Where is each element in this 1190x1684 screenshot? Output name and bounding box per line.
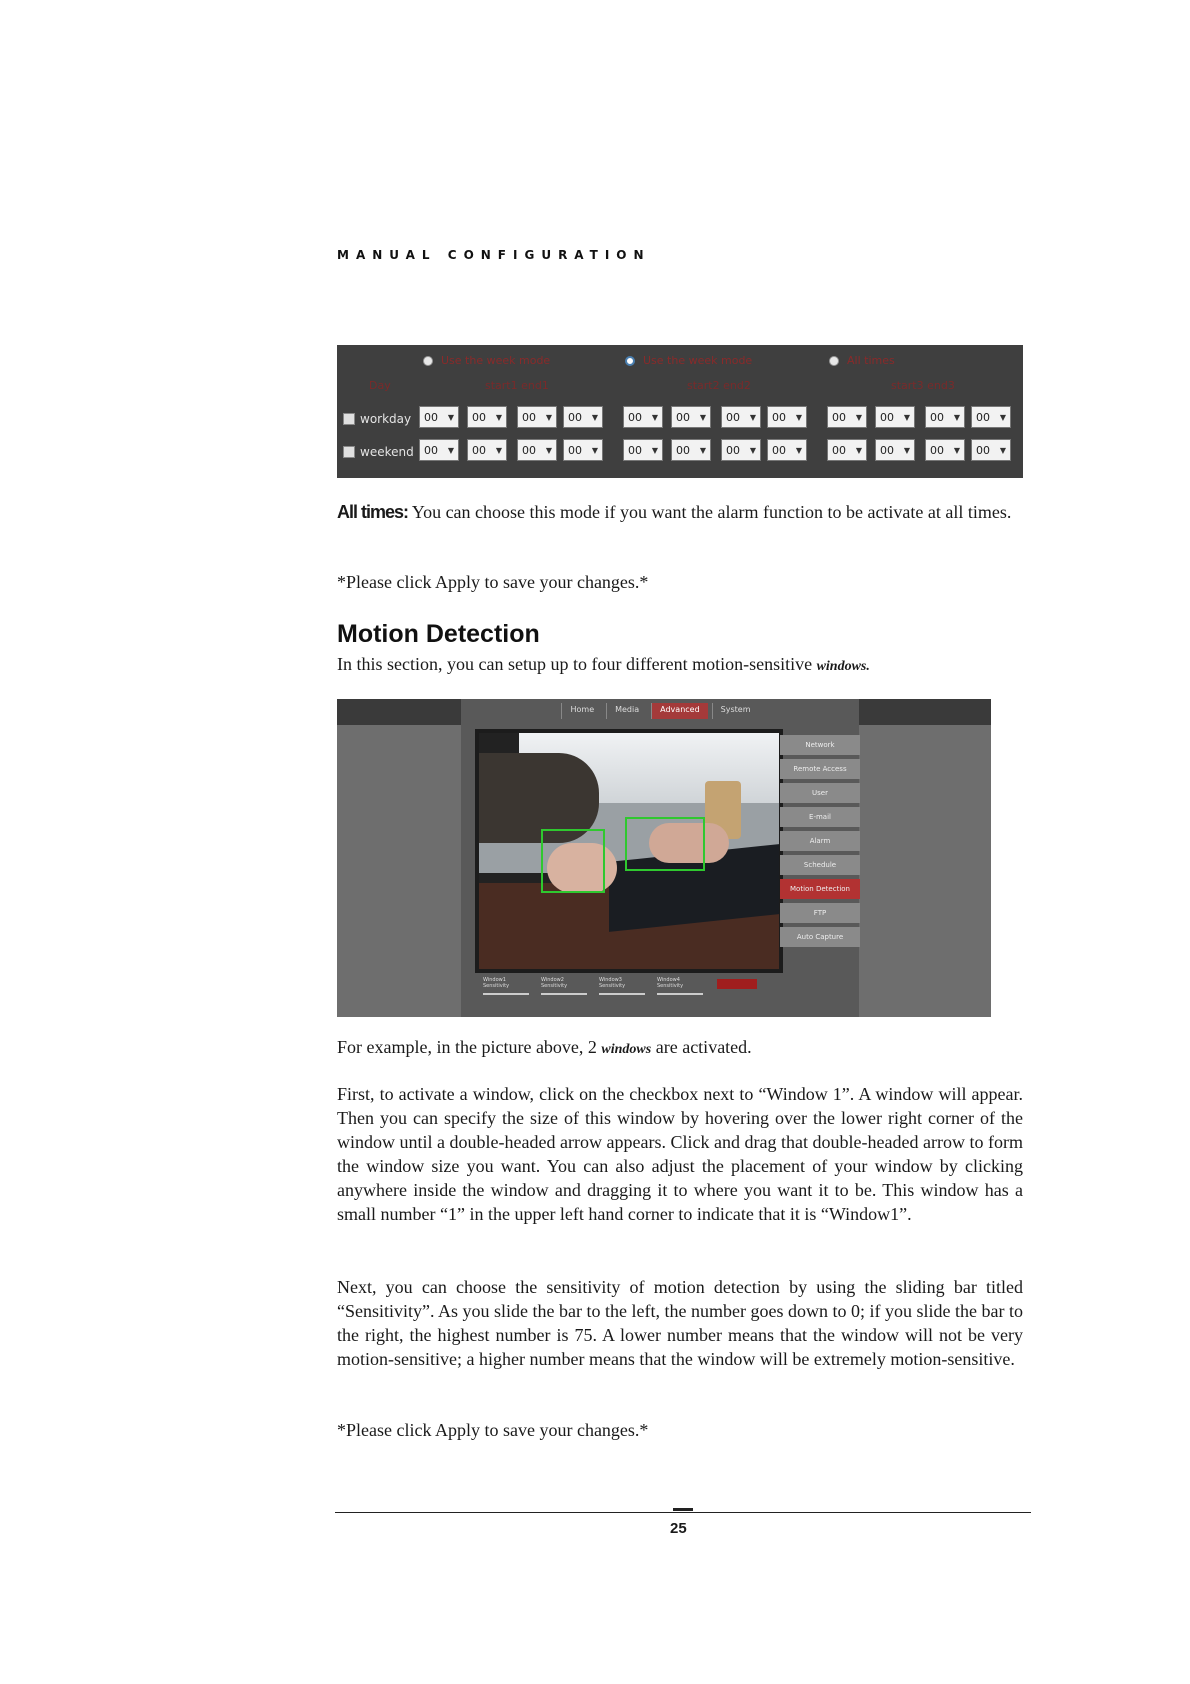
chevron-down-icon: ▼	[903, 445, 910, 455]
side-menu-item[interactable]: FTP	[780, 903, 860, 923]
side-menu-item[interactable]: Motion Detection	[780, 879, 860, 899]
all-times-text: You can choose this mode if you want the alarm function to be activate at all times.	[411, 502, 1012, 522]
time-value: 00	[472, 443, 486, 457]
time-select[interactable]	[875, 439, 915, 461]
side-menu-item[interactable]: User	[780, 783, 860, 803]
side-menu-item[interactable]: Network	[780, 735, 860, 755]
time-select[interactable]	[517, 406, 557, 428]
time-select[interactable]	[971, 439, 1011, 461]
apply-button[interactable]	[717, 979, 757, 989]
example-text: For example, in the picture above, 2	[337, 1037, 597, 1057]
section-title: Motion Detection	[337, 620, 540, 648]
chevron-down-icon: ▼	[855, 445, 862, 455]
example-em: windows	[601, 1042, 652, 1057]
slider[interactable]	[657, 993, 703, 995]
time-value: 00	[726, 443, 740, 457]
chevron-down-icon: ▼	[447, 445, 454, 455]
motion-window-2[interactable]	[625, 817, 705, 871]
control-label: Window4 Sensitivity	[657, 977, 684, 989]
time-value: 00	[880, 443, 894, 457]
control-label: Window2 Sensitivity	[541, 977, 568, 989]
time-value: 00	[628, 443, 642, 457]
page-number: 25	[670, 1520, 687, 1537]
time-value: 00	[772, 410, 786, 424]
running-header: MANUAL CONFIGURATION	[337, 248, 651, 262]
nav-item-system[interactable]: System	[712, 703, 759, 719]
time-select[interactable]	[721, 406, 761, 428]
nav-item-media[interactable]: Media	[606, 703, 647, 719]
time-value: 00	[930, 410, 944, 424]
schedule-row-weekend	[343, 440, 415, 464]
chevron-down-icon: ▼	[953, 412, 960, 422]
time-value: 00	[568, 443, 582, 457]
chevron-down-icon: ▼	[699, 445, 706, 455]
intro-paragraph	[337, 652, 1023, 679]
time-select[interactable]	[875, 406, 915, 428]
time-select[interactable]	[563, 406, 603, 428]
time-select[interactable]	[767, 439, 807, 461]
time-value: 00	[772, 443, 786, 457]
chevron-down-icon: ▼	[749, 412, 756, 422]
time-value: 00	[832, 410, 846, 424]
time-value: 00	[726, 410, 740, 424]
slider[interactable]	[599, 993, 645, 995]
chevron-down-icon: ▼	[699, 412, 706, 422]
chevron-down-icon: ▼	[591, 445, 598, 455]
time-select[interactable]	[623, 406, 663, 428]
row-label: workday	[360, 412, 412, 426]
time-value: 00	[930, 443, 944, 457]
checkbox[interactable]	[343, 446, 355, 458]
example-paragraph	[337, 1035, 1023, 1062]
mode-label: Use the week mode	[643, 354, 753, 367]
chevron-down-icon: ▼	[545, 412, 552, 422]
radio-selected-icon[interactable]	[625, 356, 635, 366]
nav-item-home[interactable]: Home	[561, 703, 602, 719]
apply-note: *Please click Apply to save your changes.*	[337, 572, 649, 592]
time-select[interactable]	[971, 406, 1011, 428]
window-control[interactable]	[541, 977, 587, 995]
motion-window-1[interactable]	[541, 829, 605, 893]
time-value: 00	[522, 410, 536, 424]
chevron-down-icon: ▼	[495, 412, 502, 422]
mode-label: Use the week mode	[441, 354, 551, 367]
time-select[interactable]	[721, 439, 761, 461]
time-value: 00	[424, 443, 438, 457]
chevron-down-icon: ▼	[651, 412, 658, 422]
intro-text: In this section, you can setup up to four different motion-sensitive	[337, 654, 813, 674]
footer-tick	[673, 1508, 693, 1511]
chevron-down-icon: ▼	[545, 445, 552, 455]
control-label: Window3 Sensitivity	[599, 977, 626, 989]
time-select[interactable]	[563, 439, 603, 461]
time-select[interactable]	[517, 439, 557, 461]
top-nav	[461, 703, 859, 719]
intro-em: windows.	[816, 659, 870, 674]
time-select[interactable]	[925, 439, 965, 461]
time-select[interactable]	[623, 439, 663, 461]
chevron-down-icon: ▼	[495, 445, 502, 455]
footer-rule	[335, 1512, 1031, 1513]
mode-option-3[interactable]	[829, 354, 895, 367]
time-select[interactable]	[419, 439, 459, 461]
chevron-down-icon: ▼	[855, 412, 862, 422]
time-select[interactable]	[767, 406, 807, 428]
radio-icon[interactable]	[423, 356, 433, 366]
chevron-down-icon: ▼	[591, 412, 598, 422]
window-control[interactable]	[483, 977, 529, 995]
time-select[interactable]	[827, 439, 867, 461]
row-label: weekend	[360, 445, 414, 459]
time-value: 00	[880, 410, 894, 424]
time-select[interactable]	[925, 406, 965, 428]
side-menu-item[interactable]: Alarm	[780, 831, 860, 851]
side-menu-item[interactable]: Remote Access	[780, 759, 860, 779]
chevron-down-icon: ▼	[953, 445, 960, 455]
camera-feed	[475, 729, 783, 973]
side-menu	[780, 735, 860, 951]
mode-option-2[interactable]	[625, 354, 752, 367]
mode-label: All times	[847, 354, 895, 367]
time-select[interactable]	[419, 406, 459, 428]
column-header: start1 end1	[485, 379, 549, 392]
time-select[interactable]	[827, 406, 867, 428]
time-value: 00	[522, 443, 536, 457]
time-value: 00	[976, 410, 990, 424]
mode-option-1[interactable]	[423, 354, 550, 367]
chevron-down-icon: ▼	[795, 445, 802, 455]
chevron-down-icon: ▼	[795, 412, 802, 422]
checkbox[interactable]	[343, 413, 355, 425]
time-value: 00	[676, 410, 690, 424]
nav-item-advanced[interactable]: Advanced	[651, 703, 708, 719]
slider[interactable]	[483, 993, 529, 995]
time-select[interactable]	[671, 439, 711, 461]
column-header: Day	[369, 379, 391, 392]
control-label: Window1 Sensitivity	[483, 977, 510, 989]
radio-icon[interactable]	[829, 356, 839, 366]
window-control[interactable]	[599, 977, 645, 995]
chevron-down-icon: ▼	[999, 445, 1006, 455]
chevron-down-icon: ▼	[651, 445, 658, 455]
time-value: 00	[676, 443, 690, 457]
motion-detection-screenshot	[337, 699, 991, 1017]
chevron-down-icon: ▼	[447, 412, 454, 422]
time-select[interactable]	[467, 406, 507, 428]
time-value: 00	[424, 410, 438, 424]
time-value: 00	[832, 443, 846, 457]
first-paragraph: First, to activate a window, click on the checkbox next to “Window 1”. A window will appear. Then you can specify the size of this window by hovering over the lower right corner of the window until a double-headed arrow appears. Click and drag that double-headed arrow to form the window size you want. You can also adjust the placement of your window by clicking anywhere inside the window and dragging it to where you want it to be. This window has a small number “1” in the upper left hand corner to indicate that it is “Window1”.	[337, 1084, 1023, 1224]
chevron-down-icon: ▼	[999, 412, 1006, 422]
time-value: 00	[628, 410, 642, 424]
all-times-lead: All times:	[337, 502, 409, 522]
apply-note: *Please click Apply to save your changes.*	[337, 1420, 649, 1440]
window-control[interactable]	[657, 977, 703, 995]
all-times-paragraph	[337, 500, 1023, 524]
time-select[interactable]	[671, 406, 711, 428]
slider[interactable]	[541, 993, 587, 995]
time-value: 00	[976, 443, 990, 457]
column-header: start2 end2	[687, 379, 751, 392]
time-value: 00	[568, 410, 582, 424]
time-value: 00	[472, 410, 486, 424]
time-select[interactable]	[467, 439, 507, 461]
column-header: start3 end3	[891, 379, 955, 392]
example-text: are activated.	[655, 1037, 752, 1057]
schedule-screenshot	[337, 345, 1023, 478]
chevron-down-icon: ▼	[749, 445, 756, 455]
side-menu-item[interactable]: E-mail	[780, 807, 860, 827]
chevron-down-icon: ▼	[903, 412, 910, 422]
schedule-row-workday	[343, 407, 415, 431]
next-paragraph: Next, you can choose the sensitivity of motion detection by using the sliding bar titled “Sensitivity”. As you slide the bar to the left, the number goes down to 0; if you slide the bar to the right, the highest number is 75. A lower number means that the window will not be very motion-sensitive; a higher number means that the window will be extremely motion-sensitive.	[337, 1277, 1023, 1369]
side-menu-item[interactable]: Auto Capture	[780, 927, 860, 947]
side-menu-item[interactable]: Schedule	[780, 855, 860, 875]
